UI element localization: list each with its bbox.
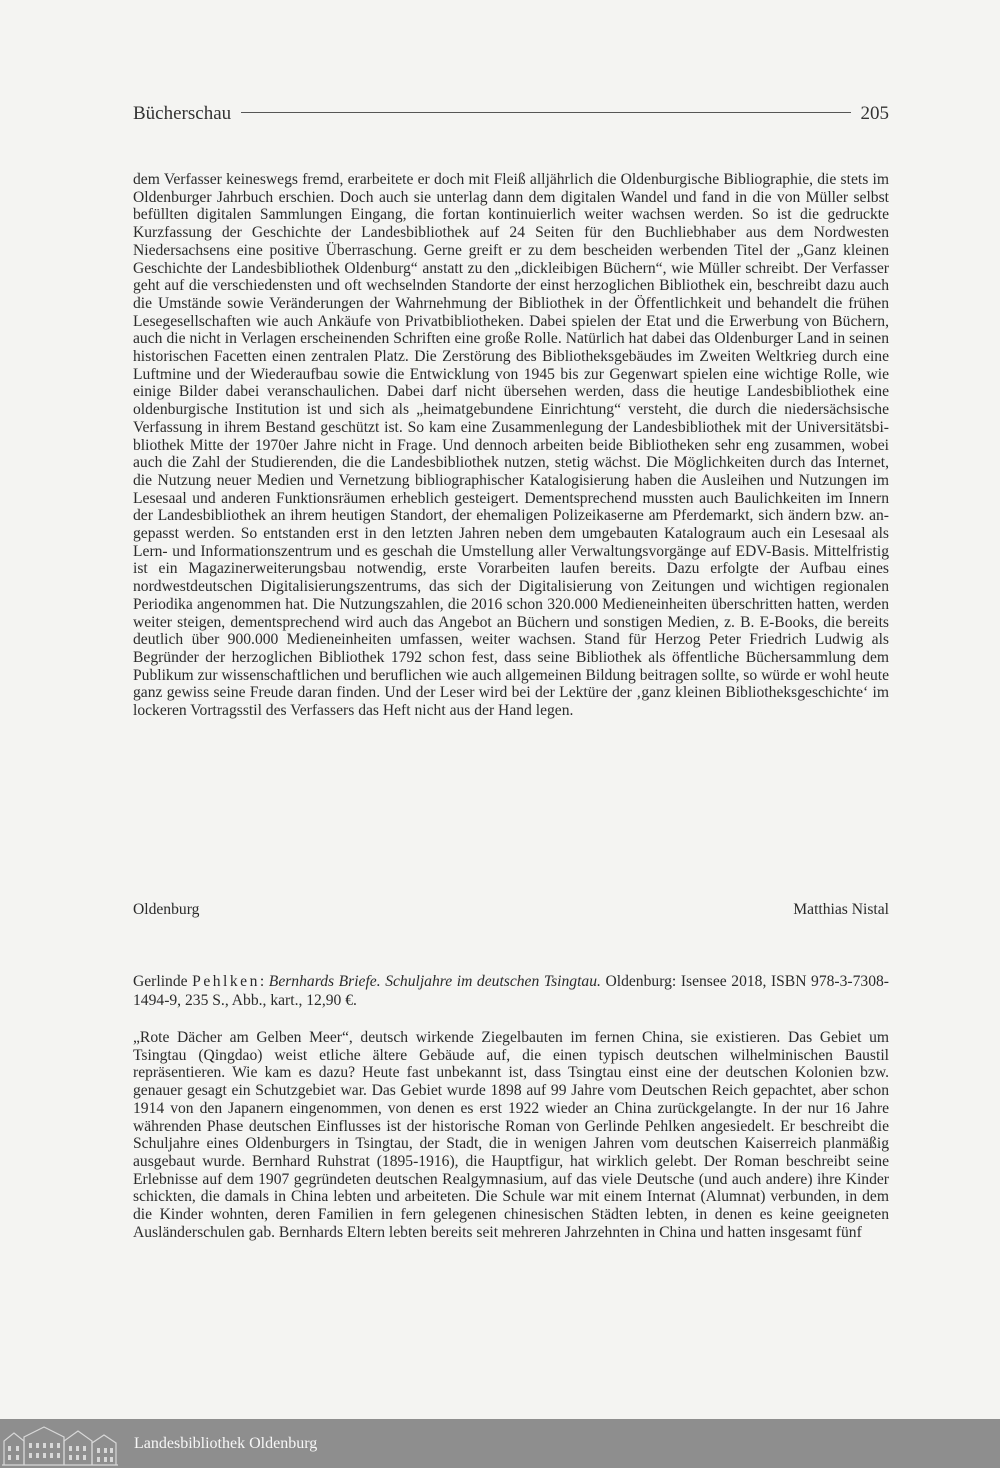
publication-info: Oldenburg: Isensee 2018, ISBN 978-3-7308-1494-9, 235 S., Abb., kart., 12,90 €. [133,973,889,1009]
book-title: Bernhards Briefe. Schuljahre im deutschen Tsingtau. [268,973,601,990]
page-number: 205 [860,103,889,124]
running-head [133,103,889,125]
review-2-body: „Rote Dächer am Gelben Meer“, deutsch wirkende Ziegelbauten im fernen China, sie existieren. Das Gebiet um Tsingtau (Qingdao) weist etliche ältere Gebäude auf, die einen typisch deutschen wilhelminischen Baustil repräsentieren. Wie kam es dazu? Heute fast unbekannt ist, dass Tsingtau einst eine der deutschen Kolonien bzw. genauer gesagt ein Schutzgebiet war. Das Gebiet wurde 1898 auf 99 Jahre vom Deutschen Reich gepachtet, aber schon 1914 von den Japanern eingenommen, von denen es erst 1922 wieder an China zurückgelangte. In der nur 16 Jahre währenden Phase deutschen Einflusses ist der historische Roman von Gerlinde Pehlken angesiedelt. Er beschreibt die Schuljahre eines Oldenburgers in Tsingtau, der Stadt, die in wenigen Jahren vom deutschen Kaiserreich planmäßig ausgebaut wurde. Bernhard Ruhstrat (1895-1916), die Hauptfigur, hat wirklich gelebt. Der Roman beschreibt seine Erlebnisse auf dem 1907 gegründeten deutschen Realgymnasium, auf das viele Deutsche (und auch andere) ihre Kinder schickten, die damals in China lebten und arbeiteten. Die Schule war mit einem Internat (Alumnat) verbunden, in dem die Kinder wohnten, deren Familien in fern gelegenen chinesischen Städten lebten, in denen es keine geeigneten Ausländerschulen gab. Bernhards Eltern lebten bereits seit mehreren Jahrzehnten in China und hatten insgesamt fünf [133,1029,889,1241]
section-title: Bücherschau [133,103,232,124]
review-2-citation: Gerlinde Pehlken: Bernhards Briefe. Schuljahre im deutschen Tsingtau. Oldenburg: Isensee 2018, ISBN 978-3-7308-1494-9, 235 S., Abb., kart., 12,90 €. [133,973,889,1009]
footer-label: Landesbibliothek Oldenburg [134,1434,318,1452]
author-first-name: Gerlinde [133,973,188,990]
footer-bar [0,1419,1000,1468]
review-1-signature [133,901,889,919]
reviewer-name: Matthias Nistal [793,901,889,918]
author-last-name: Pehlken [192,973,260,990]
library-building-icon [0,1419,120,1468]
review-1-body: dem Verfasser keineswegs fremd, erarbeitete er doch mit Fleiß alljährlich die Oldenburgische Bibliographie, die stets im Oldenburger Jahrbuch erschien. Doch auch sie unterlag dann dem digitalen Wandel und fand in die von Müller selbst befüllten digitalen Sammlungen Eingang, die fortan kontinuierlich weiter wachsen werden. So ist die gedruckte Kurzfassung der Geschichte der Landesbibliothek auf 24 Seiten für den Buchliebhaber aus dem Nordwesten Niedersachsens eine positive Überraschung. Gerne greift er zu dem bescheiden werbenden Titel der „Ganz kleinen Geschichte der Landesbibliothek Oldenburg“ anstatt zu den „dickleibigen Büchern“, wie Müller schreibt. Der Verfasser geht auf die verschiedensten und oft wechselnden Standorte der einst herzoglichen Bibliothek ein, beschreibt dazu auch die Umstände sowie Veränderungen der Wahrnehmung der Bibliothek in der Öffentlichkeit und behandelt die frühen Lesegesellschaften wie auch Ankäufe von Privatbibliotheken. Dabei spielen der Etat und die Erwerbung von Büchern, auch die nicht in Verlagen erscheinenden Schriften eine große Rolle. Natürlich hat dabei das Oldenburger Land in seinen historischen Facetten einen zentralen Platz. Die Zerstörung des Bibliotheksgebäudes im Zweiten Weltkrieg durch eine Luftmine und der Wiederaufbau sowie die Entwicklung von 1945 bis zur Gegenwart spielen eine wichtige Rolle, wie einige Bilder dabei veranschaulichen. Dabei darf nicht übersehen werden, dass die heutige Landesbibliothek eine oldenburgische Institution ist und sich als „heimatgebundene Einrichtung“ versteht, die durch die niedersächsische Verfassung in ihrem Bestand geschützt ist. So kam eine Zusammenlegung der Landesbibliothek mit der Universitätsbibliothek Mitte der 1970er Jahre nicht in Frage. Und dennoch arbeiten beide Bibliotheken sehr eng zusammen, wobei auch die Zahl der Studierenden, die die Landesbibliothek nutzen, stetig wächst. Die Möglichkeiten durch das Internet, die Nutzung neuer Medien und Vernetzung bibliographischer Katalogisierung haben die Ausleihen und Nutzungen im Lesesaal und anderen Funktionsräumen erheblich gesteigert. Dementsprechend mussten auch Baulichkeiten im Innern der Landesbibliothek an ihrem heutigen Standort, der ehemaligen Polizeikaserne am Pferdemarkt, sich ändern bzw. angepasst werden. So entstanden erst in den letzten Jahren neben dem umgebauten Katalograum auch ein Lesesaal als Lern- und Informationszentrum und es geschah die Umstellung aller Verwaltungsvorgänge auf EDV-Basis. Mittelfristig ist ein Magazinerweiterungsbau notwendig, erste Vorarbeiten laufen bereits. Dazu erfolgte der Aufbau eines nordwestdeutschen Digitalisierungszentrums, das sich der Digitalisierung von Zeitungen und wichtigen regionalen Periodika angenommen hat. Die Nutzungszahlen, die 2016 schon 320.000 Medieneinheiten überschritten hatten, werden weiter steigen, dementsprechend wird auch das Angebot an Büchern und sonstigen Medien, z. B. E-Books, die bereits deutlich über 900.000 Medieneinheiten umfassen, weiter wachsen. Stand für Herzog Peter Friedrich Ludwig als Begründer der herzoglichen Bibliothek 1792 schon fest, dass seine Bibliothek als öffentliche Büchersammlung dem Publikum zur wissenschaftlichen und beruflichen wie auch allgemeinen Bildung beitragen sollte, so würde er wohl heute ganz gewiss seine Freude daran finden. Und der Leser wird bei der Lektüre der ‚ganz kleinen Bibliotheksgeschichte‘ im lockeren Vortragsstil des Verfassers das Heft nicht aus der Hand legen. [133,171,889,720]
review-place: Oldenburg [133,901,200,918]
header-rule [241,112,850,113]
